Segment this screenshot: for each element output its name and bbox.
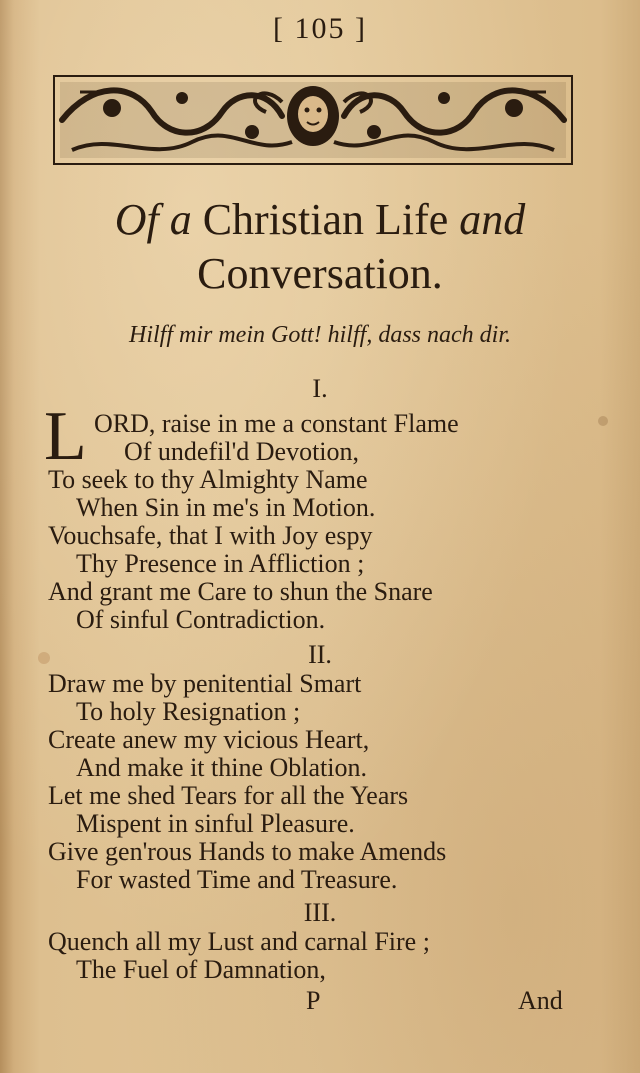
- verse-line: For wasted Time and Treasure.: [76, 865, 398, 894]
- title-italic-2: and: [459, 195, 526, 244]
- floral-headpiece-ornament-icon: [52, 72, 574, 168]
- verse-line: The Fuel of Damnation,: [76, 955, 326, 984]
- drop-capital: L: [44, 398, 87, 475]
- verse-line: Mispent in sinful Pleasure.: [76, 809, 355, 838]
- verse-line: Vouchsafe, that I with Joy espy: [48, 521, 373, 550]
- stanza-number-1: I.: [312, 374, 328, 403]
- title-line-1: [0, 195, 640, 244]
- signature-mark: P: [306, 986, 321, 1015]
- verse-line: To seek to thy Almighty Name: [48, 465, 368, 494]
- verse-line: To holy Resignation ;: [76, 697, 301, 726]
- verse-line: Give gen'rous Hands to make Amends: [48, 837, 447, 866]
- ink-spot: [598, 416, 608, 426]
- verse-line: Create anew my vicious Heart,: [48, 725, 370, 754]
- verse-line: And make it thine Oblation.: [76, 753, 368, 782]
- verse-line: Of sinful Contradiction.: [76, 605, 326, 634]
- verse-line: Let me shed Tears for all the Years: [48, 781, 409, 810]
- catchword: And: [518, 986, 563, 1015]
- verse-line: Thy Presence in Affliction ;: [76, 549, 365, 578]
- verse-line: Of undefil'd Devotion,: [124, 437, 360, 466]
- page-number: [ 105 ]: [273, 12, 367, 45]
- verse-line: Draw me by penitential Smart: [48, 669, 362, 698]
- stanza-number-3: III.: [303, 898, 337, 927]
- verse-line: And grant me Care to shun the Snare: [48, 577, 433, 606]
- verse-line: Quench all my Lust and carnal Fire ;: [48, 927, 430, 956]
- title-line-2: Conversation.: [197, 249, 443, 298]
- title-roman-1: Christian Life: [191, 195, 460, 244]
- verse-line: When Sin in me's in Motion.: [76, 493, 376, 522]
- tune-name: Hilff mir mein Gott! hilff, dass nach dir.: [128, 322, 511, 348]
- stanza-number-2: II.: [308, 640, 332, 669]
- verse-line: ORD, raise in me a constant Flame: [94, 409, 459, 438]
- title-italic-1: Of a: [114, 195, 192, 244]
